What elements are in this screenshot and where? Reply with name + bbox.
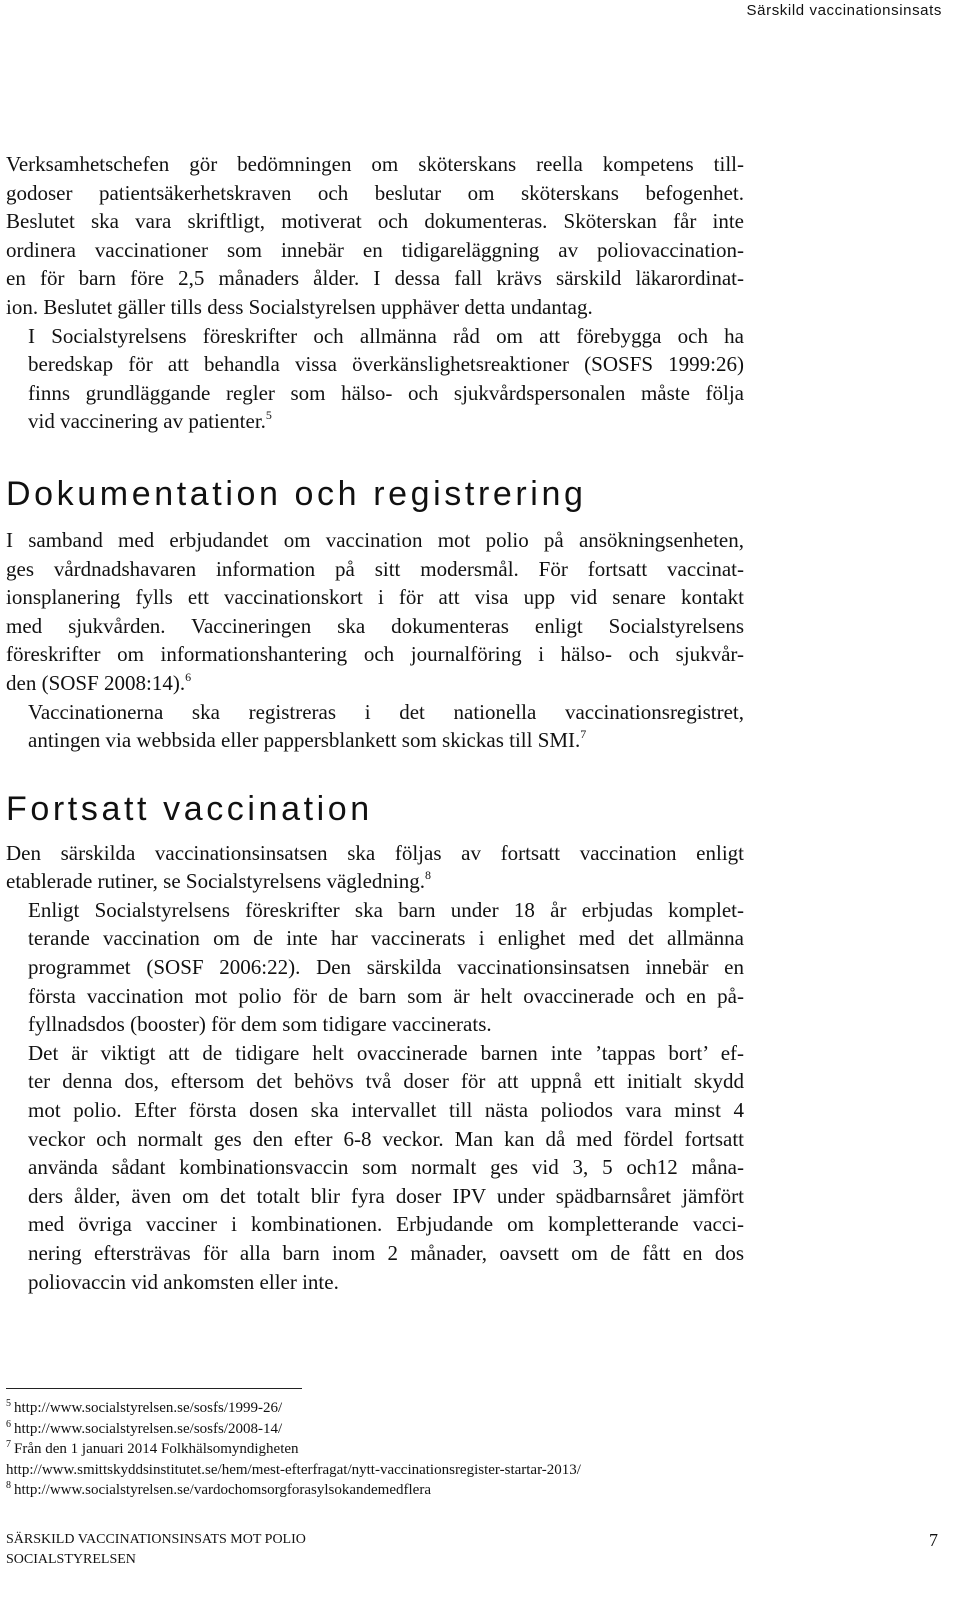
page-footer <box>6 1530 306 1570</box>
text-line <box>6 669 744 698</box>
paragraph-followup <box>6 1039 744 1296</box>
text-line-content: antingen via webbsida eller pappersblankett som skickas till SMI. <box>28 728 581 753</box>
text-line: Verksamhetschefen gör bedömningen om sköterskans reella kompetens till- <box>6 152 744 176</box>
footnote-5 <box>6 1398 906 1419</box>
text-line: ordinera vaccinationer som innebär en tidigareläggning av poliovaccination- <box>6 237 744 262</box>
text-line: I samband med erbjudandet om vaccination mot polio på ansökningsenheten, <box>6 527 744 552</box>
text-line: ionsplanering fylls ett vaccinationskort i för att visa upp vid senare kontakt <box>6 585 744 610</box>
text-line-content: etablerade rutiner, se Socialstyrelsens vägledning. <box>6 869 426 894</box>
paragraph-documentation <box>6 526 744 698</box>
text-line: Beslutet ska vara skriftligt, motiverat och dokumenteras. Sköterskan får inte <box>6 209 744 234</box>
text-line: ion. Beslutet gäller tills dess Socialstyrelsen upphäver detta undantag. <box>6 294 593 319</box>
footnote-ref[interactable]: 8 <box>425 868 432 883</box>
footnote-number: 6 <box>6 1418 11 1430</box>
footnotes <box>6 1398 906 1501</box>
text-line <box>6 407 744 436</box>
footnote-divider <box>6 1388 302 1389</box>
running-header: Särskild vaccinationsinsats <box>746 2 942 19</box>
footnote-8 <box>6 1480 906 1501</box>
text-line: Det är viktigt att de tidigare helt ovaccinerade barnen inte ’tappas bort’ ef- <box>28 1040 744 1065</box>
section-heading-fortsatt: Fortsatt vaccination <box>6 789 373 828</box>
text-line: fyllnadsdos (booster) för dem som tidigare vaccinerats. <box>28 1012 492 1037</box>
paragraph-continued <box>6 839 744 896</box>
main-content <box>6 150 744 1296</box>
text-line: Vaccinationerna ska registreras i det nationella vaccinationsregistret, <box>28 699 744 724</box>
text-line <box>6 867 744 896</box>
text-line-content: den (SOSF 2008:14). <box>6 670 186 695</box>
footnote-number: 5 <box>6 1398 11 1409</box>
text-line: programmet (SOSF 2006:22). Den särskilda vaccinationsinsatsen innebär en <box>28 955 744 980</box>
footnote-link[interactable]: http://www.socialstyrelsen.se/sosfs/2008-14/ <box>14 1420 283 1437</box>
text-line: med övriga vacciner i kombinationen. Erbjudande om kompletterande vacci- <box>28 1212 744 1237</box>
text-line: godoser patientsäkerhetskraven och beslutar om sköterskans befogenhet. <box>6 180 744 205</box>
text-line <box>6 726 744 755</box>
footnote-link[interactable]: http://www.socialstyrelsen.se/sosfs/1999-26/ <box>14 1400 283 1416</box>
text-line: med sjukvården. Vaccineringen ska dokumenteras enligt Socialstyrelsens <box>6 613 744 638</box>
paragraph-hypersensitivity <box>6 322 744 436</box>
footnote-number: 7 <box>6 1439 11 1450</box>
text-line: ders ålder, även om det totalt blir fyra doser IPV under spädbarnsåret jämfört <box>28 1183 744 1208</box>
text-line: ter denna dos, eftersom det behövs två doser för att uppnå ett initialt skydd <box>28 1069 744 1094</box>
text-line: använda sådant kombinationsvaccin som normalt ges vid 3, 5 och12 måna- <box>28 1155 744 1180</box>
paragraph-registration <box>6 698 744 755</box>
text-line: Den särskilda vaccinationsinsatsen ska följas av fortsatt vaccination enligt <box>6 840 744 865</box>
text-line-content: vid vaccinering av patienter. <box>28 409 266 434</box>
text-line: beredskap för att behandla vissa överkänslighetsreaktioner (SOSFS 1999:26) <box>28 352 744 377</box>
text-line: I Socialstyrelsens föreskrifter och allmänna råd om att förebygga och ha <box>28 323 744 348</box>
footnote-ref[interactable]: 5 <box>265 408 272 423</box>
text-line: poliovaccin vid ankomsten eller inte. <box>28 1269 339 1294</box>
text-line: terande vaccination om de inte har vaccinerats i enlighet med det allmänna <box>28 926 744 951</box>
footnote-number: 8 <box>6 1480 11 1491</box>
text-line: första vaccination mot polio för de barn som är helt ovaccinerade och en på- <box>28 983 744 1008</box>
text-line: en för barn före 2,5 månaders ålder. I dessa fall krävs särskild läkarordinat- <box>6 266 744 291</box>
text-line: ges vårdnadshavaren information på sitt modersmål. För fortsatt vaccinat- <box>6 556 744 581</box>
footnote-text: Från den 1 januari 2014 Folkhälsomyndigheten <box>14 1441 299 1457</box>
text-line: nering eftersträvas för alla barn inom 2 månader, oavsett om de fått en dos <box>28 1241 744 1265</box>
paragraph-complementary <box>6 896 744 1039</box>
text-line: Enligt Socialstyrelsens föreskrifter ska barn under 18 år erbjudas komplet- <box>28 897 744 922</box>
paragraph-competence <box>6 150 744 322</box>
text-line: finns grundläggande regler som hälso- och sjukvårdspersonalen måste följa <box>28 380 744 405</box>
footer-document-title: SÄRSKILD VACCINATIONSINSATS MOT POLIO <box>6 1532 306 1547</box>
text-line: veckor och normalt ges den efter 6-8 veckor. Man kan då med fördel fortsatt <box>28 1126 744 1151</box>
footnote-link[interactable]: http://www.smittskyddsinstitutet.se/hem/mest-efterfragat/nytt-vaccinationsregister-startar-2013/ <box>6 1461 581 1478</box>
section-heading-dokumentation: Dokumentation och registrering <box>6 474 587 513</box>
footnote-6 <box>6 1419 906 1440</box>
footnote-7 <box>6 1439 906 1460</box>
footer-publisher: SOCIALSTYRELSEN <box>6 1552 136 1567</box>
page-number: 7 <box>929 1530 938 1550</box>
footnote-link[interactable]: http://www.socialstyrelsen.se/vardochomsorgforasylsokandemedflera <box>14 1482 431 1498</box>
footnote-ref[interactable]: 7 <box>580 727 587 742</box>
footnote-ref[interactable]: 6 <box>185 669 192 684</box>
text-line: mot polio. Efter första dosen ska intervallet till nästa poliodos vara minst 4 <box>28 1098 744 1123</box>
footnote-7-continued <box>6 1460 906 1481</box>
text-line: föreskrifter om informationshantering och journalföring i hälso- och sjukvår- <box>6 642 744 667</box>
